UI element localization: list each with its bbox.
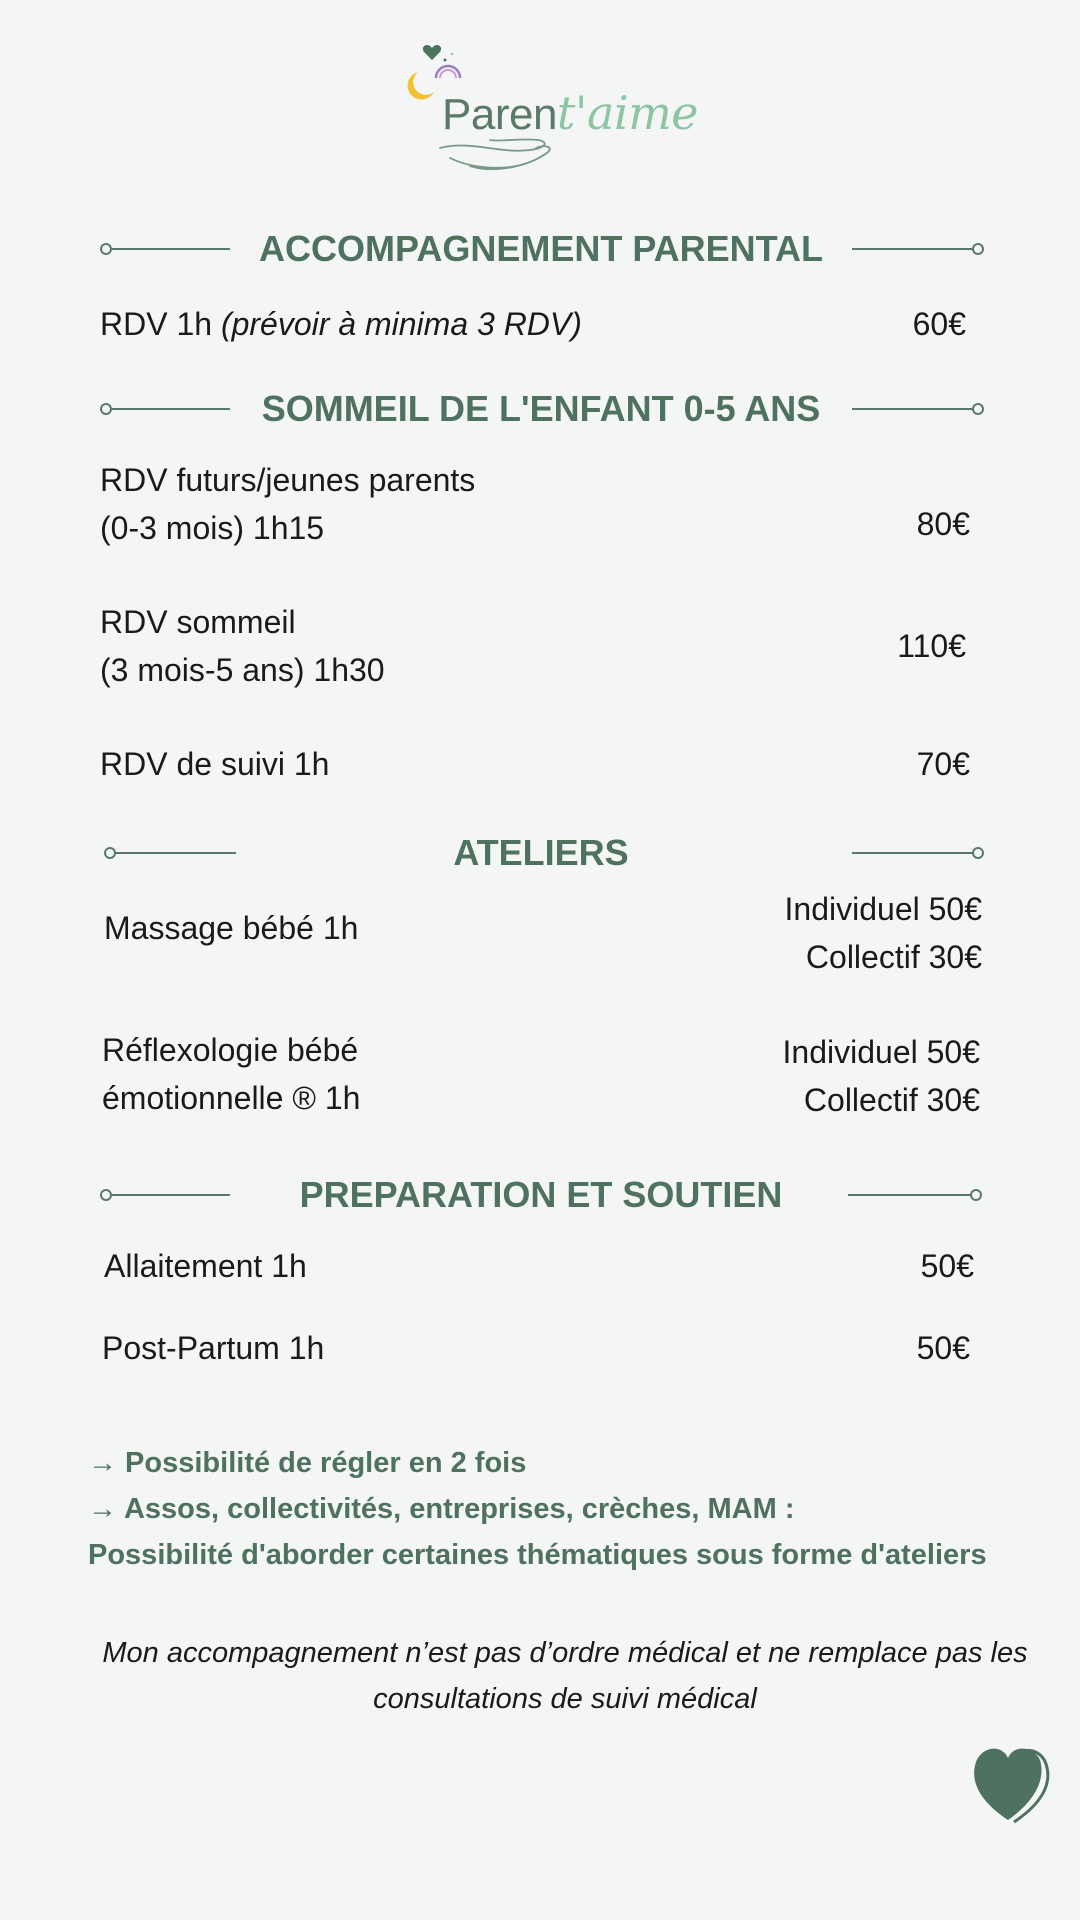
service-line-1: Réflexologie bébé — [102, 1032, 359, 1068]
note-line-2: → Assos, collectivités, entreprises, crèches, MAM : — [88, 1493, 795, 1525]
price-individual: Individuel 50€ — [784, 891, 982, 927]
section-preparation-header — [100, 1170, 982, 1220]
price-collective: Collectif 30€ — [805, 939, 982, 975]
service-price: 50€ — [916, 1330, 970, 1366]
logo-wordmark — [442, 86, 698, 140]
service-line-2: émotionnelle ® 1h — [102, 1080, 361, 1116]
medical-disclaimer — [100, 1630, 1030, 1722]
service-label: RDV de suivi 1h — [100, 746, 330, 782]
service-price: 110€ — [897, 628, 966, 664]
section-title: ATELIERS — [453, 832, 629, 873]
section-title: PREPARATION ET SOUTIEN — [299, 1174, 783, 1215]
section-ateliers-header — [100, 828, 982, 878]
disclaimer-line-2: consultations de suivi médical — [373, 1683, 757, 1715]
service-price: 70€ — [916, 746, 970, 782]
service-price: 60€ — [912, 306, 966, 342]
section-sommeil-header — [100, 384, 982, 434]
service-label — [100, 598, 385, 694]
logo-name-script: t'aime — [556, 86, 699, 140]
disclaimer-line-1: Mon accompagnement n’est pas d’ordre médical et ne remplace pas les — [102, 1637, 1028, 1669]
section-title: SOMMEIL DE L'ENFANT 0-5 ANS — [261, 388, 821, 429]
service-name: RDV 1h — [100, 306, 213, 342]
note-line-1: → Possibilité de régler en 2 fois — [88, 1447, 527, 1479]
service-label — [102, 1026, 360, 1122]
service-label: Massage bébé 1h — [104, 910, 359, 946]
brand-logo — [400, 38, 699, 188]
logo-name-main: Paren — [442, 90, 557, 139]
note-line-3: Possibilité d'aborder certaines thématiques sous forme d'ateliers — [88, 1539, 987, 1571]
service-line-2: (3 mois-5 ans) 1h30 — [100, 652, 385, 688]
heart-icon — [968, 1740, 1054, 1826]
service-price: 50€ — [920, 1248, 974, 1284]
service-note: (prévoir à minima 3 RDV) — [220, 306, 582, 342]
service-line-1: RDV sommeil — [100, 604, 296, 640]
payment-notes — [88, 1440, 987, 1578]
service-line-2: (0-3 mois) 1h15 — [100, 510, 325, 546]
price-individual: Individuel 50€ — [782, 1034, 980, 1070]
service-label: Allaitement 1h — [104, 1248, 307, 1284]
section-title: ACCOMPAGNEMENT PARENTAL — [259, 228, 823, 269]
service-label — [100, 456, 475, 552]
service-line-1: RDV futurs/jeunes parents — [100, 462, 476, 498]
service-label — [100, 300, 582, 348]
service-price — [783, 1028, 980, 1124]
service-price: 80€ — [916, 506, 970, 542]
section-accompagnement-header — [100, 224, 982, 274]
service-price — [785, 885, 982, 981]
service-label: Post-Partum 1h — [102, 1330, 325, 1366]
price-collective: Collectif 30€ — [803, 1082, 980, 1118]
